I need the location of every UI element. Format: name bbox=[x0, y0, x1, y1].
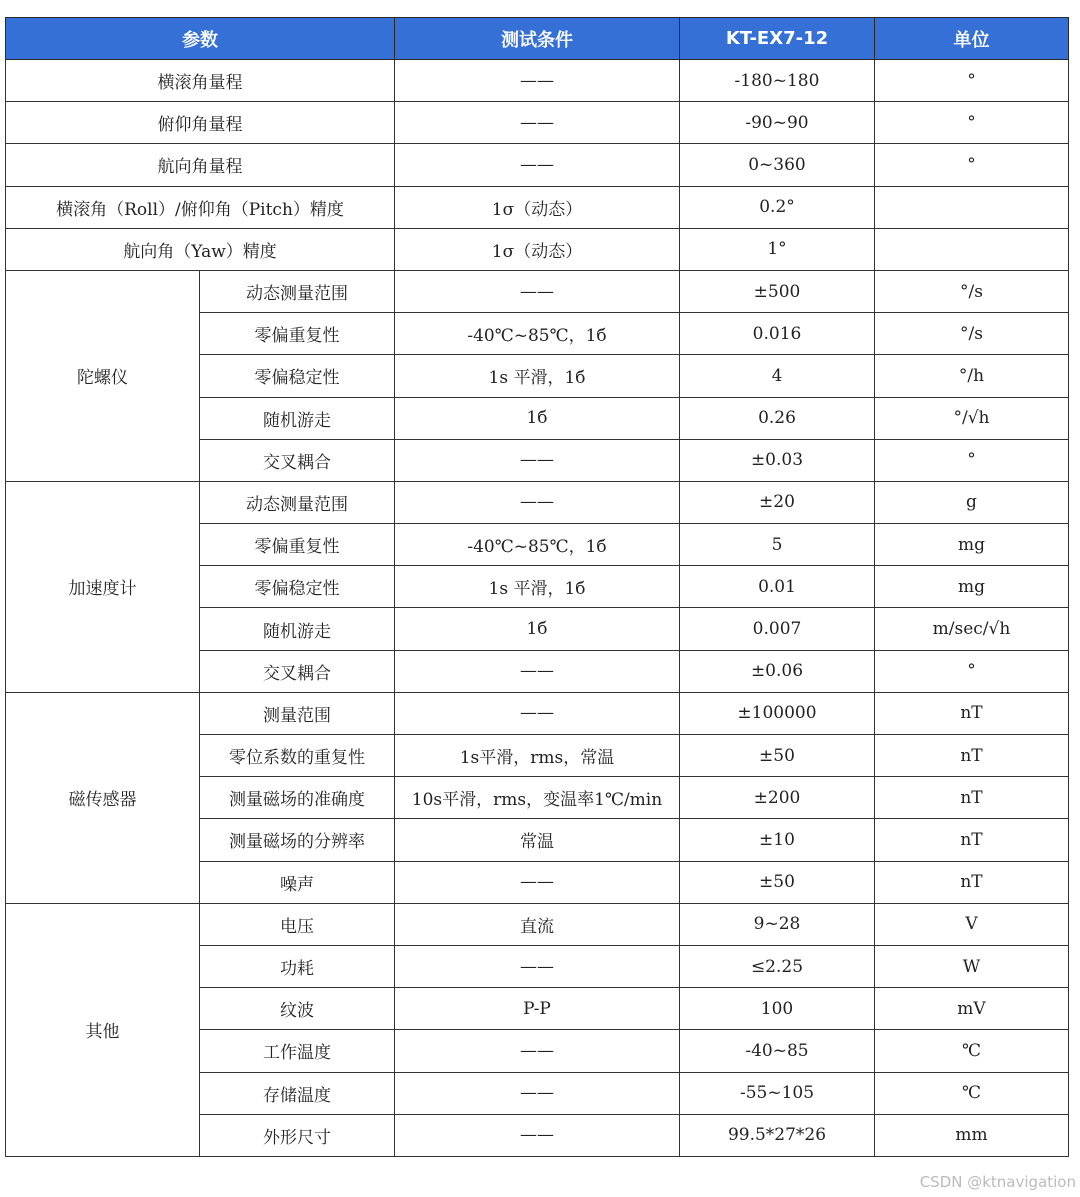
param-cell: 零偏重复性 bbox=[200, 524, 395, 566]
param-cell: 动态测量范围 bbox=[200, 481, 395, 523]
condition-cell: 10s平滑，rms，变温率1℃/min bbox=[395, 777, 680, 819]
header-unit: 单位 bbox=[875, 18, 1069, 60]
unit-cell: mg bbox=[875, 566, 1069, 608]
param-cell: 横滚角（Roll）/俯仰角（Pitch）精度 bbox=[6, 186, 395, 228]
value-cell: ±50 bbox=[680, 861, 875, 903]
value-cell: ≤2.25 bbox=[680, 945, 875, 987]
condition-cell: —— bbox=[395, 144, 680, 186]
condition-cell: —— bbox=[395, 60, 680, 102]
param-cell: 测量范围 bbox=[200, 692, 395, 734]
condition-cell: 常温 bbox=[395, 819, 680, 861]
value-cell: 100 bbox=[680, 988, 875, 1030]
value-cell: ±0.03 bbox=[680, 439, 875, 481]
condition-cell: -40℃~85℃，1б bbox=[395, 524, 680, 566]
unit-cell: ℃ bbox=[875, 1072, 1069, 1114]
value-cell: 99.5*27*26 bbox=[680, 1114, 875, 1156]
condition-cell: 1s 平滑，1б bbox=[395, 566, 680, 608]
table-row bbox=[6, 186, 1069, 228]
value-cell: ±200 bbox=[680, 777, 875, 819]
condition-cell: 1s 平滑，1б bbox=[395, 355, 680, 397]
unit-cell: ℃ bbox=[875, 1030, 1069, 1072]
header-param: 参数 bbox=[6, 18, 395, 60]
condition-cell: 1б bbox=[395, 608, 680, 650]
value-cell: 0.016 bbox=[680, 313, 875, 355]
unit-cell: mV bbox=[875, 988, 1069, 1030]
value-cell: 0.007 bbox=[680, 608, 875, 650]
condition-cell: —— bbox=[395, 439, 680, 481]
header-condition: 测试条件 bbox=[395, 18, 680, 60]
unit-cell bbox=[875, 228, 1069, 270]
condition-cell: P-P bbox=[395, 988, 680, 1030]
table-row bbox=[6, 692, 1069, 734]
table-row bbox=[6, 903, 1069, 945]
condition-cell: 1б bbox=[395, 397, 680, 439]
unit-cell: ° bbox=[875, 102, 1069, 144]
unit-cell: ° bbox=[875, 144, 1069, 186]
param-cell: 俯仰角量程 bbox=[6, 102, 395, 144]
value-cell: ±10 bbox=[680, 819, 875, 861]
param-cell: 纹波 bbox=[200, 988, 395, 1030]
value-cell: -55~105 bbox=[680, 1072, 875, 1114]
condition-cell: —— bbox=[395, 861, 680, 903]
value-cell: 4 bbox=[680, 355, 875, 397]
param-cell: 功耗 bbox=[200, 945, 395, 987]
value-cell: -40~85 bbox=[680, 1030, 875, 1072]
table-row bbox=[6, 481, 1069, 523]
unit-cell: ° bbox=[875, 650, 1069, 692]
condition-cell: 1σ（动态） bbox=[395, 186, 680, 228]
condition-cell: 1σ（动态） bbox=[395, 228, 680, 270]
value-cell: -180~180 bbox=[680, 60, 875, 102]
group-name-cell: 加速度计 bbox=[6, 481, 200, 692]
unit-cell: m/sec/√h bbox=[875, 608, 1069, 650]
condition-cell: —— bbox=[395, 270, 680, 312]
value-cell: ±50 bbox=[680, 735, 875, 777]
unit-cell: mm bbox=[875, 1114, 1069, 1156]
spec-table bbox=[5, 17, 1069, 1157]
unit-cell: nT bbox=[875, 692, 1069, 734]
spec-table-body bbox=[6, 60, 1069, 1157]
param-cell: 噪声 bbox=[200, 861, 395, 903]
unit-cell: W bbox=[875, 945, 1069, 987]
value-cell: 0.01 bbox=[680, 566, 875, 608]
param-cell: 测量磁场的分辨率 bbox=[200, 819, 395, 861]
unit-cell: nT bbox=[875, 819, 1069, 861]
condition-cell: —— bbox=[395, 650, 680, 692]
value-cell: ±100000 bbox=[680, 692, 875, 734]
param-cell: 动态测量范围 bbox=[200, 270, 395, 312]
table-row bbox=[6, 60, 1069, 102]
param-cell: 测量磁场的准确度 bbox=[200, 777, 395, 819]
unit-cell: °/√h bbox=[875, 397, 1069, 439]
param-cell: 零位系数的重复性 bbox=[200, 735, 395, 777]
condition-cell: —— bbox=[395, 692, 680, 734]
header-row bbox=[6, 18, 1069, 60]
unit-cell bbox=[875, 186, 1069, 228]
param-cell: 交叉耦合 bbox=[200, 439, 395, 481]
unit-cell: ° bbox=[875, 439, 1069, 481]
condition-cell: 1s平滑，rms，常温 bbox=[395, 735, 680, 777]
unit-cell: mg bbox=[875, 524, 1069, 566]
param-cell: 航向角（Yaw）精度 bbox=[6, 228, 395, 270]
value-cell: -90~90 bbox=[680, 102, 875, 144]
group-name-cell: 其他 bbox=[6, 903, 200, 1156]
group-name-cell: 陀螺仪 bbox=[6, 270, 200, 481]
table-row bbox=[6, 144, 1069, 186]
value-cell: 1° bbox=[680, 228, 875, 270]
watermark: CSDN @ktnavigation bbox=[919, 1173, 1076, 1191]
unit-cell: °/h bbox=[875, 355, 1069, 397]
param-cell: 横滚角量程 bbox=[6, 60, 395, 102]
group-name-cell: 磁传感器 bbox=[6, 692, 200, 903]
condition-cell: 直流 bbox=[395, 903, 680, 945]
param-cell: 存储温度 bbox=[200, 1072, 395, 1114]
unit-cell: nT bbox=[875, 735, 1069, 777]
table-row bbox=[6, 270, 1069, 312]
value-cell: 0~360 bbox=[680, 144, 875, 186]
condition-cell: -40℃~85℃，1б bbox=[395, 313, 680, 355]
value-cell: 9~28 bbox=[680, 903, 875, 945]
param-cell: 零偏稳定性 bbox=[200, 566, 395, 608]
table-row bbox=[6, 228, 1069, 270]
param-cell: 随机游走 bbox=[200, 608, 395, 650]
param-cell: 航向角量程 bbox=[6, 144, 395, 186]
value-cell: 0.2° bbox=[680, 186, 875, 228]
value-cell: 0.26 bbox=[680, 397, 875, 439]
unit-cell: nT bbox=[875, 777, 1069, 819]
header-model: KT-EX7-12 bbox=[680, 18, 875, 60]
param-cell: 零偏重复性 bbox=[200, 313, 395, 355]
condition-cell: —— bbox=[395, 102, 680, 144]
condition-cell: —— bbox=[395, 1072, 680, 1114]
value-cell: ±20 bbox=[680, 481, 875, 523]
param-cell: 零偏稳定性 bbox=[200, 355, 395, 397]
condition-cell: —— bbox=[395, 1114, 680, 1156]
param-cell: 电压 bbox=[200, 903, 395, 945]
condition-cell: —— bbox=[395, 1030, 680, 1072]
unit-cell: g bbox=[875, 481, 1069, 523]
unit-cell: ° bbox=[875, 60, 1069, 102]
table-row bbox=[6, 102, 1069, 144]
unit-cell: V bbox=[875, 903, 1069, 945]
unit-cell: °/s bbox=[875, 313, 1069, 355]
value-cell: ±0.06 bbox=[680, 650, 875, 692]
param-cell: 工作温度 bbox=[200, 1030, 395, 1072]
unit-cell: °/s bbox=[875, 270, 1069, 312]
value-cell: 5 bbox=[680, 524, 875, 566]
param-cell: 随机游走 bbox=[200, 397, 395, 439]
unit-cell: nT bbox=[875, 861, 1069, 903]
value-cell: ±500 bbox=[680, 270, 875, 312]
condition-cell: —— bbox=[395, 945, 680, 987]
param-cell: 交叉耦合 bbox=[200, 650, 395, 692]
param-cell: 外形尺寸 bbox=[200, 1114, 395, 1156]
condition-cell: —— bbox=[395, 481, 680, 523]
